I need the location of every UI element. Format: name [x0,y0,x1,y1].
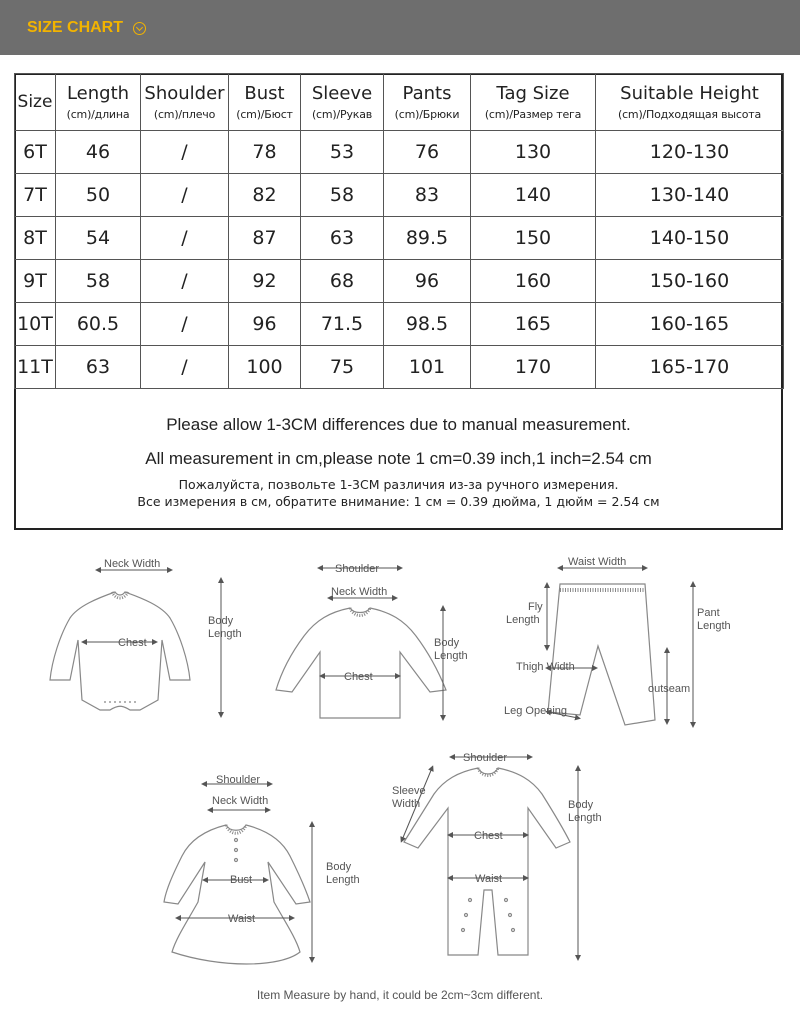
dress-bust-label: Bust [230,874,253,886]
dress-waist-label: Waist [228,913,256,925]
table-row [15,131,784,174]
size-table [14,73,784,389]
cell-height: 120-130 [596,131,784,174]
measurement-diagrams [0,540,800,985]
romper-length-label: Length [568,812,602,824]
shirt-shoulder-label: Shoulder [335,563,380,575]
cell-length: 63 [56,346,141,389]
cell-sleeve: 53 [301,131,384,174]
cell-size: 7T [15,174,56,217]
cell-tag-size: 130 [471,131,596,174]
bodysuit-length-label: Length [208,628,242,640]
note-line-2: All measurement in cm,please note 1 cm=0.39 inch,1 inch=2.54 cm [145,449,652,468]
romper-shoulder-label: Shoulder [463,752,508,764]
cell-shoulder: / [141,260,229,303]
cell-length: 58 [56,260,141,303]
cell-bust: 100 [229,346,301,389]
note-line-3: Пожалуйста, позвольте 1-3CM различия из-за ручного измерения. [178,477,619,492]
cell-length: 50 [56,174,141,217]
note-line-1: Please allow 1-3CM differences due to manual measurement. [166,415,631,434]
bodysuit-neck-label: Neck Width [104,558,161,570]
cell-size: 8T [15,217,56,260]
header-bust: Bust (cm)/Бюст [229,74,301,131]
bodysuit-body-label: Body [208,615,234,627]
dress-shoulder-label: Shoulder [216,774,261,786]
cell-bust: 82 [229,174,301,217]
dress-length-label: Length [326,874,360,886]
cell-pants: 98.5 [384,303,471,346]
shirt-neck-label: Neck Width [331,586,388,598]
shirt-body-label: Body [434,637,460,649]
pants-leg-label: Leg Opening [504,705,567,717]
pants-fly-label: Fly [528,601,543,613]
cell-size: 10T [15,303,56,346]
shirt-length-label: Length [434,650,468,662]
cell-length: 54 [56,217,141,260]
shirt-chest-label: Chest [344,671,373,683]
header-sleeve: Sleeve (cm)/Рукав [301,74,384,131]
romper-sleeve-label: Sleeve [392,785,426,797]
cell-sleeve: 71.5 [301,303,384,346]
table-row [15,346,784,389]
page-title: SIZE CHART [27,19,123,36]
header-shoulder: Shoulder (cm)/плечо [141,74,229,131]
romper-width-label: Width [392,798,421,810]
pants-outseam-label: outseam [648,683,691,695]
cell-bust: 87 [229,217,301,260]
cell-pants: 76 [384,131,471,174]
table-row [15,217,784,260]
cell-height: 140-150 [596,217,784,260]
footer-note: Item Measure by hand, it could be 2cm~3cm different. [256,988,544,1002]
cell-bust: 92 [229,260,301,303]
cell-sleeve: 68 [301,260,384,303]
cell-bust: 96 [229,303,301,346]
cell-height: 160-165 [596,303,784,346]
bodysuit-chest-label: Chest [118,637,147,649]
romper-chest-label: Chest [474,830,503,842]
cell-pants: 89.5 [384,217,471,260]
cell-size: 11T [15,346,56,389]
pants-pant-length-label: Length [697,620,731,632]
cell-size: 6T [15,131,56,174]
table-row [15,260,784,303]
header-size: Size [15,74,56,131]
circle-chevron-down-icon[interactable] [133,22,146,35]
cell-pants: 83 [384,174,471,217]
cell-shoulder: / [141,131,229,174]
pants-pant-label: Pant [697,607,720,619]
note-line-4: Все измерения в см, обратите внимание: 1 см = 0.39 дюйма, 1 дюйм = 2.54 см [137,494,660,509]
cell-pants: 96 [384,260,471,303]
cell-tag-size: 150 [471,217,596,260]
header-length: Length (cm)/длина [56,74,141,131]
cell-shoulder: / [141,217,229,260]
header-pants: Pants (cm)/Брюки [384,74,471,131]
cell-shoulder: / [141,303,229,346]
cell-shoulder: / [141,174,229,217]
cell-tag-size: 140 [471,174,596,217]
pants-diagram [547,568,693,725]
cell-tag-size: 165 [471,303,596,346]
cell-sleeve: 58 [301,174,384,217]
measurement-notes [16,395,781,509]
table-row [15,303,784,346]
cell-length: 60.5 [56,303,141,346]
pants-thigh-label: Thigh Width [516,661,575,673]
dress-neck-label: Neck Width [212,795,269,807]
cell-sleeve: 63 [301,217,384,260]
cell-sleeve: 75 [301,346,384,389]
romper-diagram [402,757,578,958]
romper-body-label: Body [568,799,594,811]
header-bar [0,0,800,55]
header-suitable-height: Suitable Height (cm)/Подходящая высота [596,74,784,131]
pants-waist-label: Waist Width [568,556,627,568]
pants-fly-length-label: Length [506,614,540,626]
table-header-row [15,74,784,131]
cell-tag-size: 160 [471,260,596,303]
cell-height: 150-160 [596,260,784,303]
cell-bust: 78 [229,131,301,174]
dress-body-label: Body [326,861,352,873]
romper-waist-label: Waist [475,873,503,885]
cell-pants: 101 [384,346,471,389]
table-row [15,174,784,217]
cell-height: 130-140 [596,174,784,217]
cell-height: 165-170 [596,346,784,389]
cell-length: 46 [56,131,141,174]
header-tag-size: Tag Size (cm)/Размер тега [471,74,596,131]
cell-tag-size: 170 [471,346,596,389]
cell-shoulder: / [141,346,229,389]
cell-size: 9T [15,260,56,303]
